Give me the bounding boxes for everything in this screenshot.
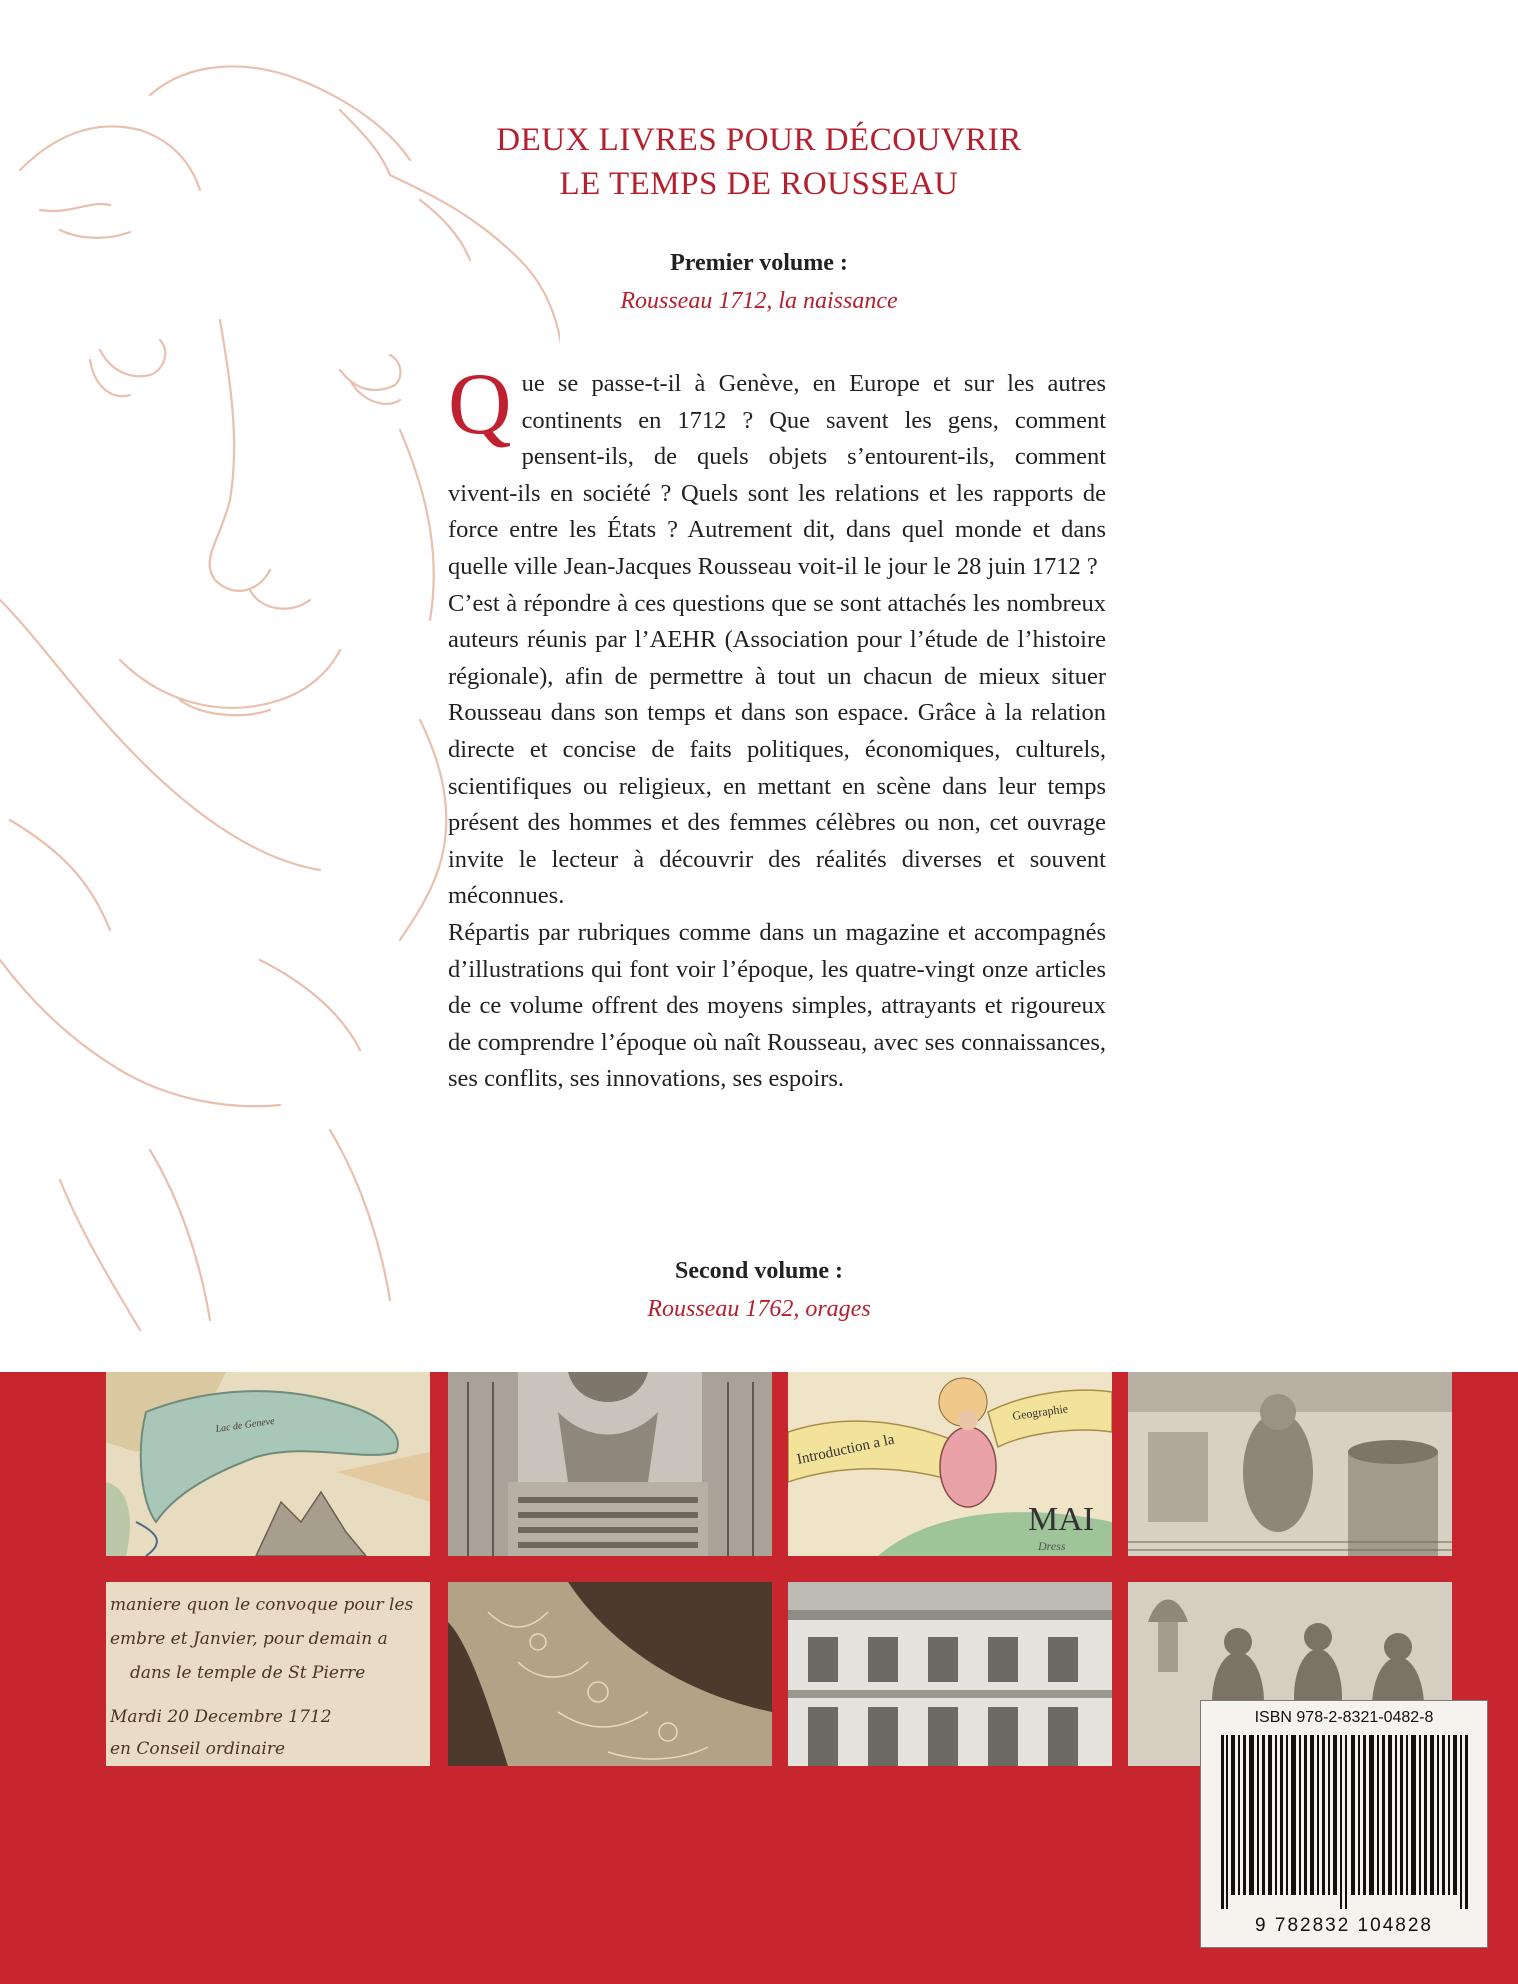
tile-architecture	[788, 1582, 1112, 1766]
manuscript-line-2: embre et Janvier, pour demain a	[110, 1629, 388, 1649]
description-text	[448, 356, 1106, 1098]
volume1-label: Premier volume :	[670, 250, 848, 276]
tile-cathedral-engraving	[448, 1372, 772, 1556]
paragraph-3: Répartis par rubriques comme dans un magazine et accompagnés d’illustrations qui font voir l’époque, les quatre-vingt onze articles de ce volume offrent des moyens simples, attrayants et rigoureux de comprendre l’époque où naît Rousseau, avec ses connaissances, ses conflits, ses innovations, ses espoirs.	[448, 918, 1106, 1093]
page-title	[0, 118, 1518, 206]
geo-text-2: Geographie	[1011, 1401, 1069, 1423]
tile-geography-allegory	[788, 1372, 1112, 1556]
tile-workshop-engraving	[1128, 1372, 1452, 1556]
title-line-2: LE TEMPS DE ROUSSEAU	[559, 166, 959, 202]
geography-image	[788, 1372, 1112, 1556]
volume1-title: Rousseau 1712, la naissance	[620, 288, 898, 314]
paragraph-1	[448, 356, 1106, 586]
title-line-1: DEUX LIVRES POUR DÉCOUVRIR	[496, 122, 1022, 158]
paragraph-1-text: ue se passe-t-il à Genève, en Europe et sur les autres continents en 1712 ? Que savent les gens, comment pensent-ils, de quels objets s’entourent-ils, comment vivent-ils en société ? Quels sont les relations et les rapports de force entre les États ? Autrement dit, dans quel monde et dans quelle ville Jean-Jacques Rousseau voit-il le jour le 28 juin 1712 ?	[448, 370, 1106, 580]
architecture-image	[788, 1582, 1112, 1766]
geo-text-1: Introduction a la	[795, 1431, 896, 1468]
map-label-text: Lac de Geneve	[214, 1415, 276, 1435]
manuscript-line-5: en Conseil ordinaire	[110, 1739, 286, 1759]
isbn-label: ISBN 978-2-8321-0482-8	[1254, 1709, 1434, 1726]
manuscript-line-4: Mardi 20 Decembre 1712	[110, 1707, 332, 1727]
geo-text-4: Dress	[1038, 1539, 1066, 1553]
manuscript-image	[106, 1582, 430, 1766]
lake-map-image	[106, 1372, 430, 1556]
manuscript-line-3: dans le temple de St Pierre	[130, 1663, 366, 1683]
manuscript-line-1: maniere quon le convoque pour les	[110, 1595, 414, 1615]
volume2-label: Second volume :	[675, 1258, 843, 1284]
tile-lake-map	[106, 1372, 430, 1556]
barcode-icon	[1215, 1735, 1473, 1909]
tile-manuscript	[106, 1582, 430, 1766]
isbn-digits: 9 782832 104828	[1255, 1915, 1433, 1936]
cathedral-image	[448, 1372, 772, 1556]
lace-image	[448, 1582, 772, 1766]
isbn-barcode-block	[1200, 1700, 1488, 1948]
geo-text-3: MAI	[1028, 1501, 1095, 1538]
workshop-image	[1128, 1372, 1452, 1556]
volume2-title: Rousseau 1762, orages	[647, 1296, 871, 1322]
tile-lace	[448, 1582, 772, 1766]
paragraph-2: C’est à répondre à ces questions que se sont attachés les nombreux auteurs réunis par l’AEHR (Association pour l’étude de l’histoire régionale), afin de permettre à tout un chacun de mieux situer Rousseau dans son temps et dans son espace. Grâce à la relation directe et concise de faits politiques, économiques, culturels, scientifiques ou religieux, en mettant en scène dans leur temps présent des hommes et des femmes célèbres ou non, cet ouvrage invite le lecteur à découvrir des réalités diverses et souvent méconnues.	[448, 589, 1106, 910]
drop-cap: Q	[448, 356, 512, 453]
